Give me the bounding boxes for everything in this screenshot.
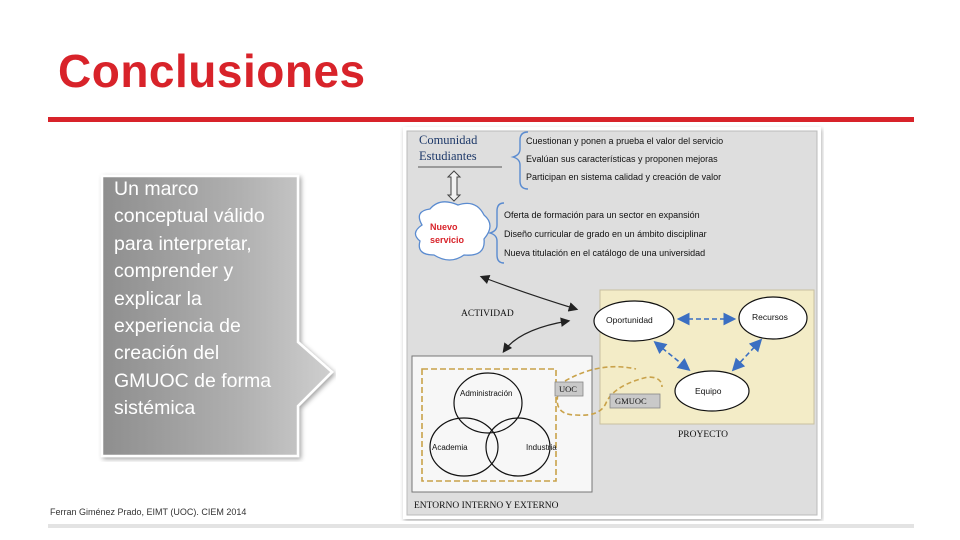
service-item: Nueva titulación en el catálogo de una universidad (504, 248, 706, 258)
slide-title: Conclusiones (58, 45, 366, 97)
set-administration: Administración (460, 389, 513, 398)
service-label-1: Nuevo (430, 222, 458, 232)
node-opportunity: Oportunidad (606, 315, 653, 325)
set-academy: Academia (432, 443, 468, 452)
uoc-tag: UOC (559, 384, 577, 394)
community-label-2: Estudiantes (419, 149, 477, 163)
gmuoc-tag: GMUOC (615, 396, 647, 406)
bottom-divider (48, 524, 914, 528)
set-industry: Industria (526, 443, 557, 452)
service-label-2: servicio (430, 235, 465, 245)
service-item: Diseño curricular de grado en un ámbito disciplinar (504, 229, 707, 239)
footer-credit: Ferran Giménez Prado, EIMT (UOC). CIEM 2014 (50, 507, 247, 517)
activity-label: ACTIVIDAD (461, 309, 514, 319)
node-team: Equipo (695, 386, 722, 396)
conclusion-callout (98, 172, 336, 462)
community-item: Evalúan sus características y proponen mejoras (526, 154, 718, 164)
project-label: PROYECTO (678, 430, 728, 440)
node-resources: Recursos (752, 312, 788, 322)
environment-label: ENTORNO INTERNO Y EXTERNO (414, 501, 559, 511)
callout-text: Un marco conceptual válido para interpretar, comprender y explicar la experiencia de creación del GMUOC de forma sistémica (114, 178, 272, 420)
systemic-framework-diagram (400, 125, 824, 521)
community-item: Participan en sistema calidad y creación de valor (526, 172, 722, 182)
community-item: Cuestionan y ponen a prueba el valor del servicio (526, 136, 724, 146)
title-divider (48, 117, 914, 122)
community-label-1: Comunidad (419, 133, 478, 147)
service-item: Oferta de formación para un sector en expansión (504, 210, 700, 220)
